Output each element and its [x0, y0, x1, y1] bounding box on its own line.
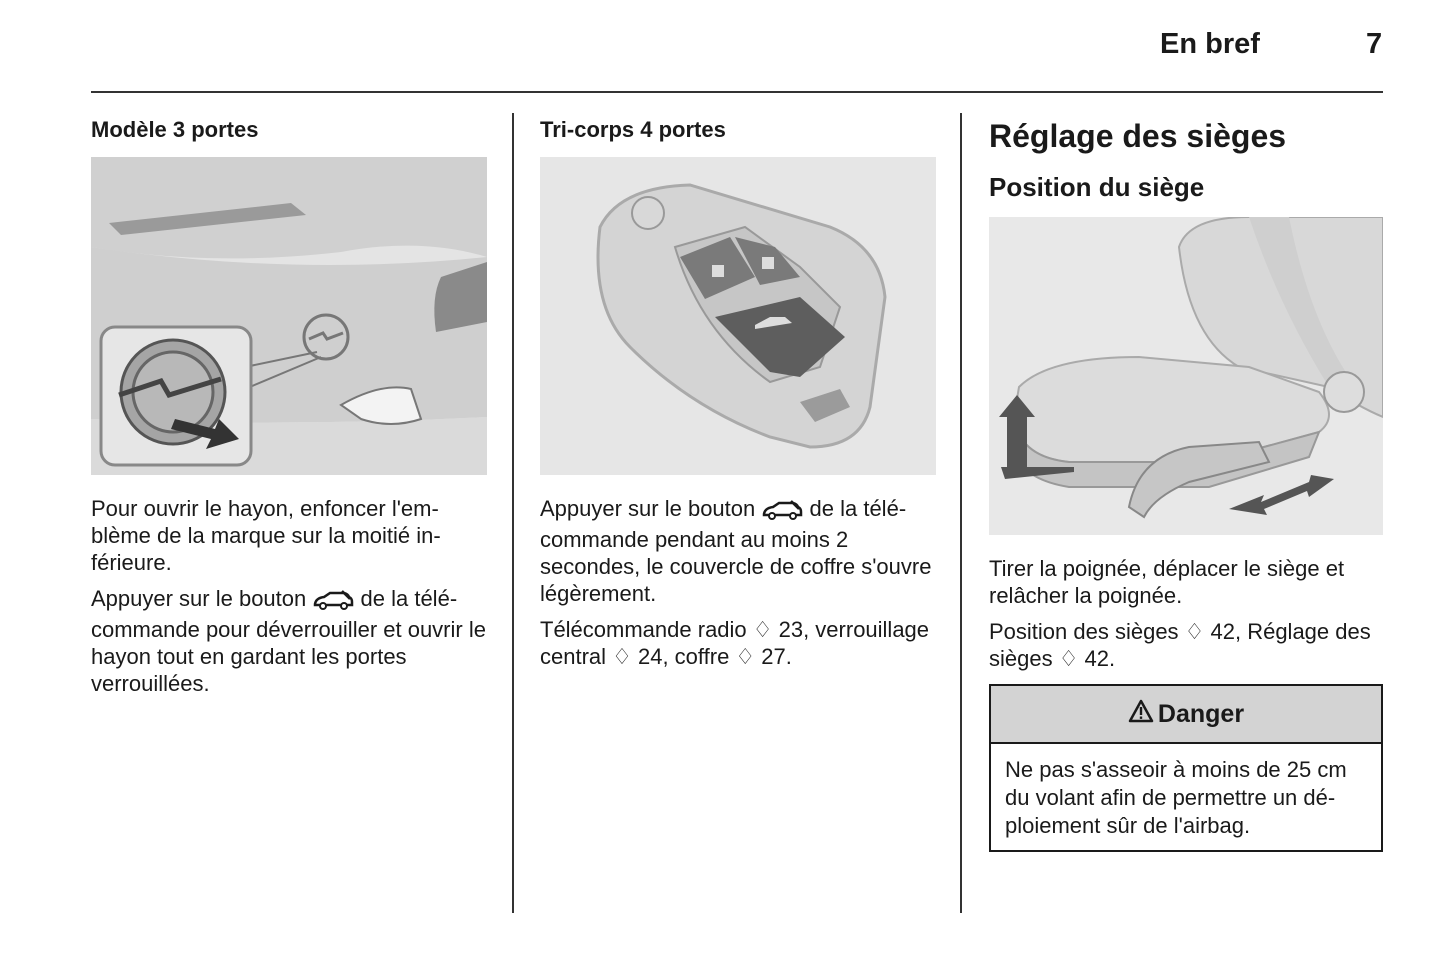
- car-trunk-icon: [761, 499, 803, 526]
- paragraph-remote-unlock-start: Appuyer sur le bouton: [91, 586, 307, 611]
- paragraph-seat-references: Position des sièges ♢ 42, Réglage des sièges ♢ 42.: [989, 619, 1371, 671]
- paragraph-trunk-remote-end: de la télécommande pendant au moins 2 secondes, le couvercle de coffre s'ouvre légèrement.: [540, 496, 932, 606]
- header-divider: [91, 91, 1383, 93]
- paragraph-trunk-remote-start: Appuyer sur le bouton: [540, 496, 756, 521]
- paragraph-emblem-open: Pour ouvrir le hayon, enfoncer l'emblème de la marque sur la moitié inférieure.: [91, 496, 441, 575]
- warning-triangle-icon: [1128, 699, 1154, 730]
- column-three-door: [91, 113, 487, 697]
- subheading-four-door: Tri-corps 4 portes: [540, 117, 726, 142]
- column-seat-adjustment: [989, 113, 1383, 852]
- car-trunk-icon: [312, 589, 354, 616]
- danger-header: [991, 686, 1381, 744]
- danger-text: Ne pas s'asseoir à moins de 25 cm du volant afin de permettre un déploiement sûr de l'airbag.: [1005, 757, 1347, 838]
- subheading-three-door: Modèle 3 portes: [91, 117, 259, 142]
- section-heading-seat: Réglage des sièges: [989, 118, 1287, 154]
- section-title: En bref: [1160, 28, 1260, 60]
- danger-callout: [989, 684, 1383, 852]
- paragraph-remote-unlock-end: de la télécommande pour déverrouiller et ouvrir le hayon tout en gardant les portes verrouillées.: [91, 586, 486, 696]
- page-number: 7: [1366, 28, 1383, 60]
- paragraph-trunk-remote: [540, 495, 936, 607]
- column-divider-1: [512, 113, 514, 913]
- subheading-seat-position: Position du siège: [989, 172, 1205, 202]
- paragraph-seat-instructions: Tirer la poignée, déplacer le siège et relâcher la poignée.: [989, 556, 1345, 608]
- danger-label: Danger: [1157, 699, 1245, 728]
- paragraph-remote-unlock: [91, 585, 487, 697]
- seat-adjust-illustration: [989, 217, 1383, 535]
- paragraph-references: Télécommande radio ♢ 23, verrouillage central ♢ 24, coffre ♢ 27.: [540, 617, 930, 669]
- column-divider-2: [960, 113, 962, 913]
- column-four-door: [540, 113, 936, 670]
- tailgate-emblem-illustration: [91, 157, 487, 475]
- remote-key-illustration: [540, 157, 936, 475]
